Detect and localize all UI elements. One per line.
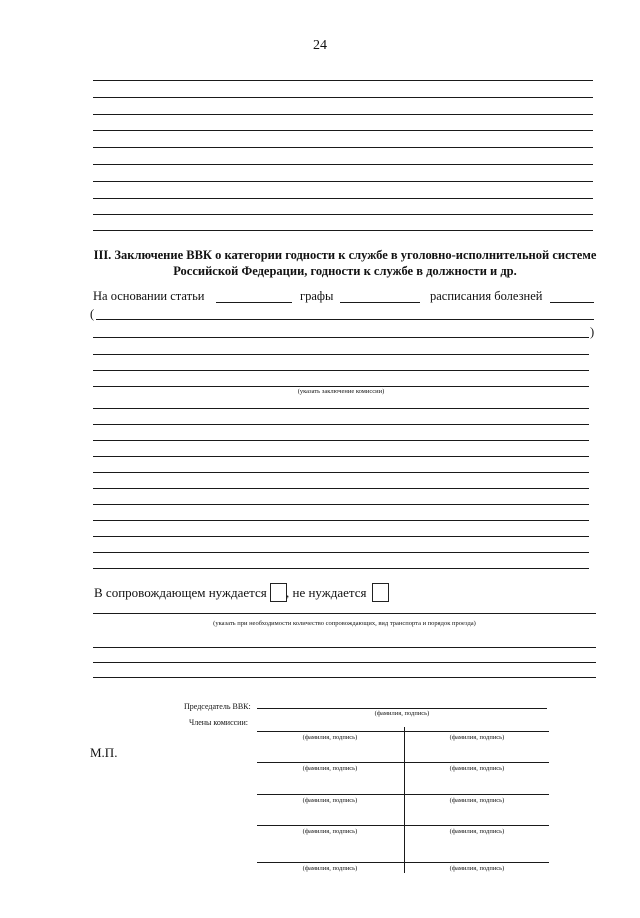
- members-label: Члены комиссии:: [189, 718, 248, 727]
- escort-details-line[interactable]: [93, 613, 596, 614]
- member-name-sign: (фамилия, подпись): [449, 765, 505, 772]
- diagnosis-line-1[interactable]: [96, 319, 594, 320]
- member-name-sign: (фамилия, подпись): [302, 765, 358, 772]
- close-paren: ): [590, 325, 595, 339]
- escort-not-needs-label: , не нуждается: [286, 585, 367, 600]
- open-paren: (: [90, 307, 95, 321]
- member-name-sign: (фамилия, подпись): [449, 828, 505, 835]
- schedule-label: расписания болезней: [430, 289, 543, 303]
- section-title-line1: III. Заключение ВВК о категории годности к службе в уголовно-исполнительной системе: [93, 248, 597, 262]
- section-title-line2: Российской Федерации, годности к службе в должности и др.: [173, 264, 517, 278]
- escort-not-needs-checkbox[interactable]: [372, 583, 389, 602]
- escort-needs-label: В сопровождающем нуждается: [94, 585, 267, 600]
- page-number: 24: [313, 38, 327, 53]
- member-name-sign: (фамилия, подпись): [302, 865, 358, 872]
- member-name-sign: (фамилия, подпись): [302, 828, 358, 835]
- schedule-field[interactable]: [550, 302, 594, 303]
- basis-prefix: На основании статьи: [93, 289, 205, 303]
- grafy-label: графы: [300, 289, 334, 303]
- column-field[interactable]: [340, 302, 420, 303]
- member-name-sign: (фамилия, подпись): [302, 797, 358, 804]
- diagnosis-line-2[interactable]: [93, 337, 589, 338]
- escort-needs-checkbox[interactable]: [270, 583, 287, 602]
- chairman-name-sign: (фамилия, подпись): [374, 710, 430, 717]
- conclusion-hint: (указать заключение комиссии): [297, 388, 385, 395]
- stamp-label: М.П.: [90, 745, 118, 760]
- member-name-sign: (фамилия, подпись): [449, 734, 505, 741]
- member-name-sign: (фамилия, подпись): [449, 797, 505, 804]
- article-field[interactable]: [216, 302, 292, 303]
- escort-hint: (указать при необходимости количество сопровождающих, вид транспорта и порядок проезда): [213, 620, 476, 627]
- chairman-label: Председатель ВВК:: [184, 702, 251, 711]
- member-name-sign: (фамилия, подпись): [449, 865, 505, 872]
- section-heading: [90, 247, 600, 279]
- member-name-sign: (фамилия, подпись): [302, 734, 358, 741]
- chairman-field[interactable]: [257, 708, 547, 709]
